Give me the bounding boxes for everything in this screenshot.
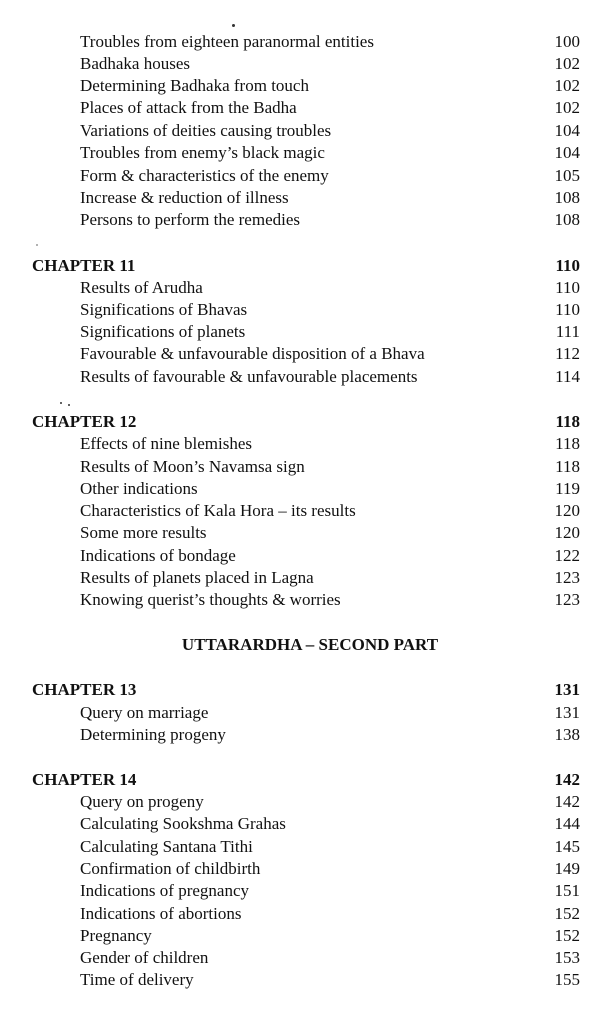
entry-title: Some more results xyxy=(80,523,207,542)
chapter-title: CHAPTER 14 xyxy=(32,770,137,789)
entry-title: Determining Badhaka from touch xyxy=(80,76,309,95)
toc-entry[interactable] xyxy=(0,299,600,321)
toc-entry[interactable] xyxy=(0,969,600,991)
toc-entry[interactable] xyxy=(0,31,600,53)
toc-entry[interactable] xyxy=(0,813,600,835)
toc-entry[interactable] xyxy=(0,53,600,75)
entry-title: Results of planets placed in Lagna xyxy=(80,568,314,587)
entry-page: 118 xyxy=(555,457,580,476)
entry-page: 144 xyxy=(554,814,580,833)
chapter-page: 110 xyxy=(555,256,580,275)
chapter-title: CHAPTER 13 xyxy=(32,680,137,699)
entry-title: Badhaka houses xyxy=(80,54,191,73)
entry-page: 100 xyxy=(554,32,580,51)
toc-entry[interactable] xyxy=(0,97,600,119)
part-heading: UTTARARDHA – SECOND PART xyxy=(181,635,439,654)
scan-speck xyxy=(60,402,62,404)
entry-title: Time of delivery xyxy=(80,970,194,989)
entry-title: Effects of nine blemishes xyxy=(80,434,253,453)
entry-title: Indications of pregnancy xyxy=(80,881,249,900)
toc-entry[interactable] xyxy=(0,589,600,611)
entry-page: 145 xyxy=(554,837,580,856)
entry-page: 104 xyxy=(554,143,580,162)
entry-page: 110 xyxy=(555,278,580,297)
chapter-heading-12[interactable] xyxy=(0,411,600,433)
toc-entry[interactable] xyxy=(0,724,600,746)
toc-entry[interactable] xyxy=(0,791,600,813)
scan-speck xyxy=(68,404,70,406)
entry-title: Results of Moon’s Navamsa sign xyxy=(80,457,305,476)
toc-entry[interactable] xyxy=(0,500,600,522)
toc-entry[interactable] xyxy=(0,165,600,187)
entry-title: Pregnancy xyxy=(80,926,152,945)
entry-title: Persons to perform the remedies xyxy=(80,210,300,229)
entry-page: 108 xyxy=(554,210,580,229)
toc-entry[interactable] xyxy=(0,321,600,343)
entry-page: 131 xyxy=(554,703,580,722)
chapter-heading-11[interactable] xyxy=(0,255,600,277)
toc-entry[interactable] xyxy=(0,880,600,902)
entry-page: 123 xyxy=(554,568,580,587)
entry-title: Confirmation of childbirth xyxy=(80,859,261,878)
entry-title: Determining progeny xyxy=(80,725,226,744)
entry-page: 142 xyxy=(554,792,580,811)
toc-entry[interactable] xyxy=(0,478,600,500)
entry-title: Knowing querist’s thoughts & worries xyxy=(80,590,341,609)
entry-title: Calculating Santana Tithi xyxy=(80,837,253,856)
entry-title: Places of attack from the Badha xyxy=(80,98,297,117)
entry-page: 123 xyxy=(554,590,580,609)
entry-title: Characteristics of Kala Hora – its results xyxy=(80,501,356,520)
toc-entry[interactable] xyxy=(0,947,600,969)
toc-entry[interactable] xyxy=(0,456,600,478)
toc-entry[interactable] xyxy=(0,343,600,365)
entry-title: Increase & reduction of illness xyxy=(80,188,289,207)
entry-page: 119 xyxy=(555,479,580,498)
entry-page: 152 xyxy=(554,926,580,945)
toc-entry[interactable] xyxy=(0,567,600,589)
entry-title: Significations of planets xyxy=(80,322,246,341)
entry-title: Gender of children xyxy=(80,948,209,967)
chapter-title: CHAPTER 11 xyxy=(32,256,136,275)
entry-page: 102 xyxy=(554,54,580,73)
entry-page: 102 xyxy=(554,76,580,95)
chapter-heading-13[interactable] xyxy=(0,679,600,701)
entry-title: Query on marriage xyxy=(80,703,209,722)
toc-entry[interactable] xyxy=(0,120,600,142)
entry-page: 108 xyxy=(554,188,580,207)
chapter-page: 142 xyxy=(554,770,580,789)
entry-page: 155 xyxy=(554,970,580,989)
entry-page: 152 xyxy=(554,904,580,923)
toc-entry[interactable] xyxy=(0,209,600,231)
chapter-heading-14[interactable] xyxy=(0,769,600,791)
entry-page: 112 xyxy=(555,344,580,363)
entry-title: Troubles from enemy’s black magic xyxy=(80,143,325,162)
chapter-page: 131 xyxy=(554,680,580,699)
toc-entry[interactable] xyxy=(0,925,600,947)
entry-title: Indications of bondage xyxy=(80,546,236,565)
entry-title: Results of Arudha xyxy=(80,278,203,297)
toc-entry[interactable] xyxy=(0,366,600,388)
entry-page: 138 xyxy=(554,725,580,744)
entry-page: 110 xyxy=(555,300,580,319)
entry-page: 151 xyxy=(554,881,580,900)
entry-page: 104 xyxy=(554,121,580,140)
entry-title: Indications of abortions xyxy=(80,904,242,923)
toc-entry[interactable] xyxy=(0,858,600,880)
entry-title: Significations of Bhavas xyxy=(80,300,248,319)
scan-speck xyxy=(36,244,38,246)
entry-page: 122 xyxy=(554,546,580,565)
toc-entry[interactable] xyxy=(0,187,600,209)
entry-page: 149 xyxy=(554,859,580,878)
entry-title: Variations of deities causing troubles xyxy=(80,121,332,140)
entry-page: 153 xyxy=(554,948,580,967)
entry-title: Form & characteristics of the enemy xyxy=(80,166,329,185)
toc-entry[interactable] xyxy=(0,522,600,544)
entry-title: Other indications xyxy=(80,479,198,498)
chapter-page: 118 xyxy=(555,412,580,431)
entry-title: Favourable & unfavourable disposition of a Bhava xyxy=(80,344,425,363)
entry-title: Calculating Sookshma Grahas xyxy=(80,814,286,833)
toc-entry[interactable] xyxy=(0,277,600,299)
entry-page: 118 xyxy=(555,434,580,453)
scan-speck xyxy=(232,24,235,27)
entry-title: Results of favourable & unfavourable placements xyxy=(80,367,418,386)
entry-page: 105 xyxy=(554,166,580,185)
toc-entry[interactable] xyxy=(0,142,600,164)
entry-title: Query on progeny xyxy=(80,792,204,811)
toc-entry[interactable] xyxy=(0,545,600,567)
toc-entry[interactable] xyxy=(0,75,600,97)
toc-entry[interactable] xyxy=(0,836,600,858)
entry-title: Troubles from eighteen paranormal entities xyxy=(80,32,374,51)
entry-page: 120 xyxy=(554,501,580,520)
entry-page: 114 xyxy=(555,367,580,386)
entry-page: 111 xyxy=(555,322,580,341)
entry-page: 102 xyxy=(554,98,580,117)
toc-entry[interactable] xyxy=(0,702,600,724)
toc-entry[interactable] xyxy=(0,433,600,455)
toc-entry[interactable] xyxy=(0,903,600,925)
chapter-title: CHAPTER 12 xyxy=(32,412,137,431)
entry-page: 120 xyxy=(554,523,580,542)
